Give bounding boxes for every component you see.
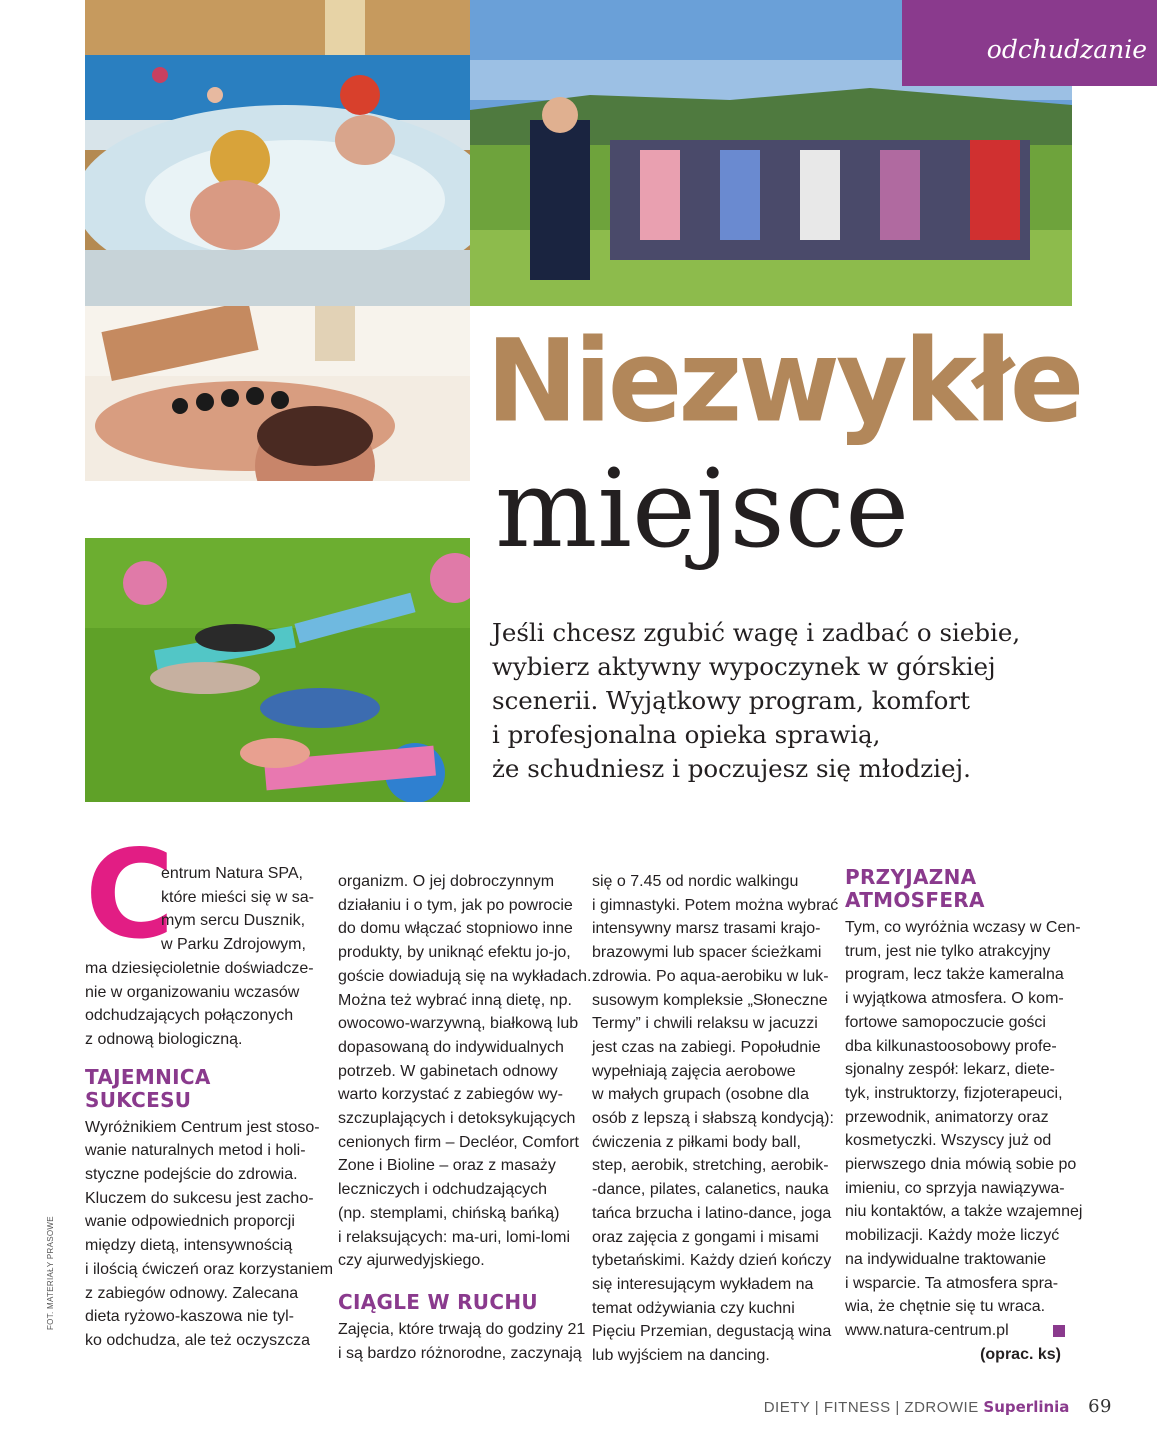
headline-line2: miejsce [495, 447, 910, 572]
intro-block [85, 862, 315, 957]
text-line: mobilizacji. Każdy może liczyć [845, 1227, 1060, 1245]
text-line: czy ajurwedyjskiego. [338, 1252, 485, 1270]
text-line: osób z lepszą i słabszą kondycją): [592, 1110, 834, 1128]
text-line: organizm. O jej dobroczynnym [338, 873, 555, 890]
text-line: dopasowaną do indywidualnych [338, 1038, 564, 1056]
text-line: susowym kompleksie „Słoneczne [592, 991, 828, 1009]
text-line: potrzeb. W gabinetach odnowy [338, 1062, 558, 1080]
text-line: kosmetyczki. Wszyscy już od [845, 1132, 1052, 1150]
text-line: na indywidualne traktowanie [845, 1250, 1047, 1268]
article-column-2 [338, 870, 592, 1365]
text-line: leczniczych i odchudzających [338, 1181, 547, 1199]
footer-brand: Superlinia [983, 1398, 1070, 1416]
text-line: Kluczem do sukcesu jest zacho- [85, 1189, 314, 1207]
text-line: pierwszego dnia mówią sobie po [845, 1156, 1077, 1174]
text-line: cenionych firm – Decléor, Comfort [338, 1133, 579, 1151]
text-line: tańca brzucha i latino-dance, joga [592, 1204, 832, 1222]
text-line: i wsparcie. Ta atmosfera spra- [845, 1274, 1059, 1292]
lead-line: wybierz aktywny wypoczynek w górskiej [492, 652, 996, 681]
text-line: styczne podejście do zdrowia. [85, 1166, 298, 1184]
text-line: fortowe samopoczucie gości [845, 1013, 1046, 1031]
text-line: przewodnik, animatorzy oraz [845, 1108, 1049, 1126]
text-line: wypełniają zajęcia aerobowe [592, 1062, 796, 1080]
text-line: tybetańskimi. Każdy dzień kończy [592, 1252, 832, 1270]
text-line: Pięciu Przemian, degustacją wina [592, 1323, 832, 1341]
subheading-line: CIĄGLE W RUCHU [338, 1289, 538, 1314]
website-link[interactable]: www.natura-centrum.pl [845, 1321, 1009, 1339]
text-line: program, lecz także kameralna [845, 966, 1064, 984]
text-line: goście dowiadują się na wykładach. [338, 967, 592, 985]
subheading-przyjazna-atmosfera [845, 866, 1073, 912]
text-line: się o 7.45 od nordic walkingu [592, 873, 799, 890]
photo-credit: FOT. MATERIAŁY PRASOWE [46, 1216, 55, 1330]
text-line: (np. stemplami, chińską bańką) [338, 1204, 560, 1222]
lead-line: Jeśli chcesz zgubić wagę i zadbać o siebie, [492, 618, 1021, 647]
photo-hot-stone-massage [85, 306, 470, 538]
text-line: imieniu, co sprzyja nawiązywa- [845, 1179, 1065, 1197]
lead-line: że schudniesz i poczujesz się młodziej. [492, 754, 971, 783]
article-column-1 [85, 862, 334, 1353]
text-line: działaniu i o tym, jak po powrocie [338, 896, 573, 914]
text-line: Termy” i chwili relaksu w jacuzzi [592, 1015, 818, 1033]
text-line: lub wyjściem na dancing. [592, 1347, 770, 1365]
text-line: odchudzających połączonych [85, 1007, 294, 1025]
text-line: szczuplających i detoksykujących [338, 1110, 576, 1128]
photo-outdoor-exercise [85, 538, 470, 802]
text-line: mym sercu Dusznik, [161, 912, 306, 930]
text-line: temat odżywiania czy kuchni [592, 1299, 795, 1317]
text-line: ko odchudza, ale też oczyszcza [85, 1331, 311, 1349]
text-line: wia, że chętnie się tu wraca. [845, 1298, 1046, 1316]
lead-line: i profesjonalna opieka sprawią, [492, 720, 881, 749]
website-line [845, 1319, 1073, 1343]
text-line: z zabiegów odnowy. Zalecana [85, 1284, 299, 1302]
subheading-ciagle-w-ruchu [338, 1291, 566, 1314]
text-line: oraz zajęcia z gongami i misami [592, 1228, 819, 1246]
text-line: które mieści się w sa- [161, 888, 314, 906]
text-line: nie w organizowaniu wczasów [85, 983, 300, 1001]
text-line: z odnową biologiczną. [85, 1030, 243, 1048]
text-line: produkty, by uniknąć efektu jo-jo, [338, 944, 571, 962]
text-line: w małych grupach (osobne dla [592, 1086, 810, 1104]
text-line: -dance, pilates, calanetics, nauka [592, 1181, 829, 1199]
text-line: wanie naturalnych metod i holi- [85, 1142, 306, 1160]
text-line: niu kontaktów, a także wzajemnej [845, 1203, 1083, 1221]
text-line: jest czas na zabiegi. Popołudnie [592, 1038, 821, 1056]
text-line: intensywny marsz trasami krajo- [592, 920, 821, 938]
text-line: tyk, instruktorzy, fizjoterapeuci, [845, 1084, 1063, 1102]
text-line: między dietą, intensywnością [85, 1237, 293, 1255]
text-line: w Parku Zdrojowym, [161, 936, 306, 954]
author-credit: (oprac. ks) [980, 1345, 1061, 1363]
text-line: dba kilkunastoosobowy profe- [845, 1037, 1057, 1055]
text-line: ma dziesięcioletnie doświadcze- [85, 959, 314, 977]
text-line: ćwiczenia z piłkami body ball, [592, 1133, 801, 1151]
text-line: wanie odpowiednich proporcji [85, 1213, 295, 1231]
headline-line1: Niezwykłe [486, 314, 1081, 448]
subheading-line: TAJEMNICA [85, 1064, 211, 1089]
text-line: i relaksujących: ma-uri, lomi-lomi [338, 1228, 571, 1246]
lead-line: scenerii. Wyjątkowy program, komfort [492, 686, 970, 715]
subheading-tajemnica-sukcesu [85, 1066, 315, 1112]
drop-cap: C [85, 824, 175, 966]
text-line: step, aerobik, stretching, aerobik- [592, 1157, 829, 1175]
lead-paragraph [492, 616, 1052, 786]
page-footer [764, 1396, 1112, 1417]
text-line: sjonalny zespół: lekarz, diete- [845, 1061, 1055, 1079]
text-line: i wyjątkowa atmosfera. O kom- [845, 990, 1064, 1008]
article-column-3 [592, 870, 839, 1368]
article-column-4 [845, 852, 1083, 1366]
text-line: entrum Natura SPA, [161, 865, 303, 882]
text-line: Zone i Bioline – oraz z masaży [338, 1157, 556, 1175]
text-line: i ilością ćwiczeń oraz korzystaniem [85, 1260, 334, 1278]
text-line: się interesującym wykładem na [592, 1275, 814, 1293]
text-line: owocowo-warzywną, białkową lub [338, 1015, 579, 1033]
subheading-line: ATMOSFERA [845, 888, 985, 912]
text-line: Wyróżnikiem Centrum jest stoso- [85, 1118, 320, 1136]
text-line: brazowymi lub spacer ścieżkami [592, 944, 822, 962]
text-line: Zajęcia, które trwają do godziny 21 [338, 1320, 586, 1338]
end-of-article-square-icon [1053, 1325, 1065, 1337]
page-number: 69 [1088, 1396, 1112, 1417]
photo-jacuzzi [85, 0, 470, 306]
text-line: warto korzystać z zabiegów wy- [338, 1086, 563, 1104]
footer-sections: DIETY | FITNESS | ZDROWIE [763, 1399, 979, 1416]
text-line: do domu włączać stopniowo inne [338, 920, 573, 938]
text-line: trum, jest nie tylko atrakcyjny [845, 942, 1051, 960]
subheading-line: PRZYJAZNA [845, 865, 977, 889]
section-tag: odchudzanie [902, 0, 1157, 86]
subheading-line: SUKCESU [85, 1087, 192, 1112]
text-line: Tym, co wyróżnia wczasy w Cen- [845, 919, 1081, 936]
text-line: i gimnastyki. Potem można wybrać [592, 896, 839, 914]
text-line: i są bardzo różnorodne, zaczynają [338, 1344, 582, 1362]
text-line: dieta ryżowo-kaszowa nie tyl- [85, 1308, 294, 1326]
text-line: zdrowia. Po aqua-aerobiku w luk- [592, 967, 829, 985]
text-line: Można też wybrać inną dietę, np. [338, 991, 572, 1009]
